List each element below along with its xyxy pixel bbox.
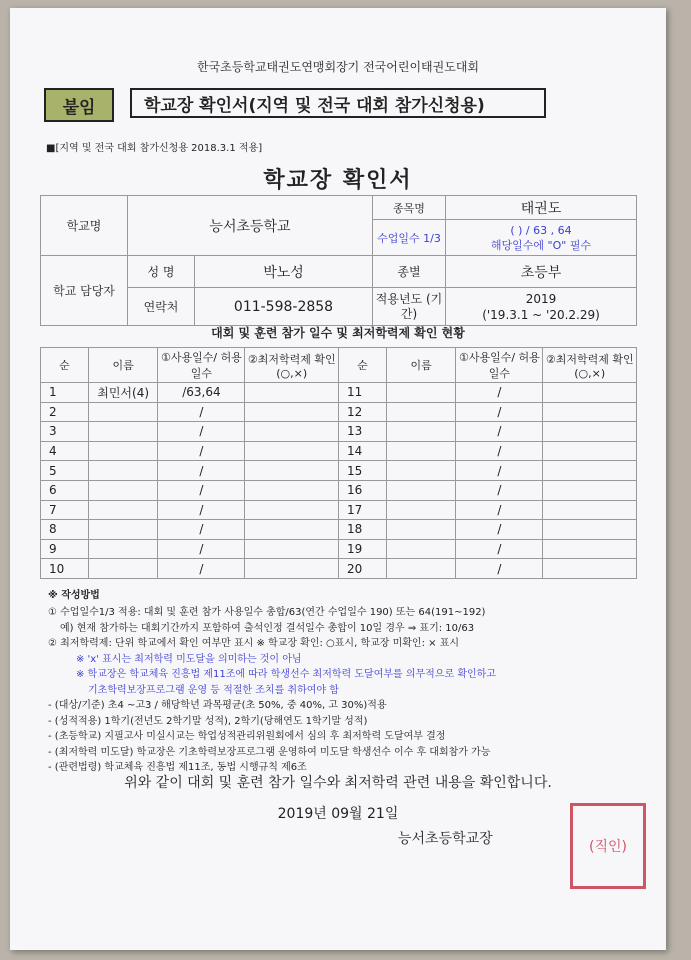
row-name bbox=[88, 441, 158, 461]
principal-name: 능서초등학교장 bbox=[398, 831, 493, 847]
note-line: ② 최저학력제: 단위 학교에서 확인 여부만 표시 ※ 학교장 확인: ○표시, 학교장 미확인: × 표시 bbox=[48, 638, 460, 649]
row-days: / bbox=[456, 559, 543, 579]
row-min-check bbox=[245, 441, 339, 461]
note-line: ※ 학교장은 학교체육 진흥법 제11조에 따라 학생선수 최저학력 도달여부를 의무적으로 확인하고 bbox=[76, 669, 496, 680]
summary-title: 대회 및 훈련 참가 일수 및 최저학력제 확인 현황 bbox=[211, 326, 465, 340]
row-days: / bbox=[158, 520, 245, 540]
table-row bbox=[41, 500, 637, 520]
row-number: 13 bbox=[338, 422, 386, 442]
method-title: ※ 작성방법 bbox=[48, 590, 100, 601]
row-days: / bbox=[158, 422, 245, 442]
row-name bbox=[88, 422, 158, 442]
table-row bbox=[41, 480, 637, 500]
period-range: ('19.3.1 ~ '20.2.29) bbox=[482, 307, 600, 322]
row-number: 14 bbox=[338, 441, 386, 461]
header-min: ②최저학력제 확인(○,×) bbox=[245, 348, 339, 383]
row-days: / bbox=[158, 441, 245, 461]
header-no-right: 순 bbox=[338, 348, 386, 383]
note-line: - (성적적용) 1학기(전년도 2학기말 성적), 2학기(당해연도 1학기말 성적) bbox=[48, 715, 368, 727]
attachment-badge: 붙임 bbox=[44, 88, 114, 122]
row-number: 1 bbox=[41, 383, 89, 403]
row-name bbox=[386, 559, 456, 579]
row-name bbox=[88, 461, 158, 481]
row-name: 최민서(4) bbox=[88, 383, 158, 403]
row-number: 15 bbox=[338, 461, 386, 481]
row-days: / bbox=[456, 383, 543, 403]
table-row bbox=[41, 559, 637, 579]
row-name bbox=[88, 539, 158, 559]
row-days: / bbox=[456, 520, 543, 540]
table-row bbox=[41, 422, 637, 442]
contact-value: 011-598-2858 bbox=[195, 288, 373, 326]
note-line: - (대상/기준) 초4 ~고3 / 해당학년 과목평균(초 50%, 중 40%, 고 30%)적용 bbox=[48, 700, 387, 711]
row-name bbox=[386, 441, 456, 461]
row-min-check bbox=[543, 520, 637, 540]
contact-label: 연락처 bbox=[128, 288, 195, 326]
table-row bbox=[41, 441, 637, 461]
row-number: 19 bbox=[338, 539, 386, 559]
school-seal: (직인) bbox=[570, 803, 646, 889]
row-number: 11 bbox=[338, 383, 386, 403]
row-min-check bbox=[245, 520, 339, 540]
row-days: / bbox=[456, 402, 543, 422]
note-line: 기초학력보장프로그램 운영 등 적절한 조치를 취하여야 함 bbox=[88, 684, 339, 696]
note-line: - (초등학교) 지필고사 미실시교는 학업성적관리위원회에서 심의 후 최저학력 도달여부 결정 bbox=[48, 731, 446, 742]
row-min-check bbox=[245, 383, 339, 403]
row-min-check bbox=[543, 461, 637, 481]
row-min-check bbox=[245, 480, 339, 500]
confirmation-date: 2019년 09월 21일 bbox=[277, 806, 399, 822]
row-name bbox=[386, 480, 456, 500]
table-row bbox=[41, 520, 637, 540]
row-min-check bbox=[543, 383, 637, 403]
row-name bbox=[88, 500, 158, 520]
event-value: 태권도 bbox=[446, 196, 637, 220]
days-label: 수업일수 1/3 bbox=[373, 220, 446, 256]
form-title-box: 학교장 확인서(지역 및 전국 대회 참가신청용) bbox=[130, 88, 546, 118]
row-days: /63,64 bbox=[158, 383, 245, 403]
row-min-check bbox=[245, 402, 339, 422]
applicability-note: ■[지역 및 전국 대회 참가신청용 2018.3.1 적용] bbox=[46, 143, 263, 154]
table-header-row bbox=[41, 348, 637, 383]
row-min-check bbox=[543, 480, 637, 500]
row-number: 6 bbox=[41, 480, 89, 500]
note-line: - (최저학력 미도달) 학교장은 기초학력보장프로그램 운영하여 미도달 학생선수 이수 후 대회참가 가능 bbox=[48, 746, 491, 758]
row-min-check bbox=[245, 461, 339, 481]
school-label: 학교명 bbox=[41, 196, 128, 256]
document-page bbox=[10, 8, 666, 950]
days-value: ( ) / 63 , 64 bbox=[510, 223, 572, 237]
table-row bbox=[41, 461, 637, 481]
name-value: 박노성 bbox=[195, 256, 373, 288]
row-min-check bbox=[543, 402, 637, 422]
row-name bbox=[386, 520, 456, 540]
row-days: / bbox=[158, 402, 245, 422]
note-line: ① 수업일수1/3 적용: 대회 및 훈련 참가 사용일수 총합/63(연간 수업일수 190) 또는 64(191~192) bbox=[48, 607, 486, 618]
row-number: 7 bbox=[41, 500, 89, 520]
division-value: 초등부 bbox=[446, 256, 637, 288]
note-line: - (관련법령) 학교체육 진흥법 제11조, 동법 시행규칙 제6조 bbox=[48, 762, 307, 773]
header-name-right: 이름 bbox=[386, 348, 456, 383]
row-number: 17 bbox=[338, 500, 386, 520]
row-days: / bbox=[456, 461, 543, 481]
row-days: / bbox=[456, 480, 543, 500]
row-days: / bbox=[158, 559, 245, 579]
note-line: 예) 현재 참가하는 대회기간까지 포함하여 출석인정 결석일수 총합이 10일 경우 ⇒ 표기: 10/63 bbox=[60, 622, 475, 634]
period-label: 적용년도 (기간) bbox=[373, 288, 446, 326]
period-year: 2019 bbox=[525, 291, 557, 306]
row-number: 12 bbox=[338, 402, 386, 422]
row-name bbox=[88, 402, 158, 422]
row-name bbox=[88, 480, 158, 500]
header-no: 순 bbox=[41, 348, 89, 383]
table-row bbox=[41, 383, 637, 403]
header-days: ①사용일수/ 허용일수 bbox=[158, 348, 245, 383]
row-days: / bbox=[158, 461, 245, 481]
row-number: 4 bbox=[41, 441, 89, 461]
row-min-check bbox=[245, 539, 339, 559]
manager-label: 학교 담당자 bbox=[41, 256, 128, 326]
days-note: 해당일수에 "O" 필수 bbox=[490, 238, 592, 252]
header-min-right: ②최저학력제 확인(○,×) bbox=[543, 348, 637, 383]
row-days: / bbox=[158, 480, 245, 500]
row-name bbox=[386, 461, 456, 481]
row-number: 16 bbox=[338, 480, 386, 500]
row-min-check bbox=[543, 539, 637, 559]
row-min-check bbox=[245, 422, 339, 442]
row-min-check bbox=[543, 422, 637, 442]
days-cell bbox=[446, 220, 637, 256]
row-min-check bbox=[245, 559, 339, 579]
row-name bbox=[386, 500, 456, 520]
row-number: 5 bbox=[41, 461, 89, 481]
row-min-check bbox=[543, 441, 637, 461]
row-days: / bbox=[456, 500, 543, 520]
row-days: / bbox=[158, 539, 245, 559]
row-days: / bbox=[456, 441, 543, 461]
table-row bbox=[41, 539, 637, 559]
school-name: 능서초등학교 bbox=[128, 196, 373, 256]
row-number: 9 bbox=[41, 539, 89, 559]
row-number: 8 bbox=[41, 520, 89, 540]
row-number: 3 bbox=[41, 422, 89, 442]
header-days-right: ①사용일수/ 허용일수 bbox=[456, 348, 543, 383]
row-number: 18 bbox=[338, 520, 386, 540]
row-days: / bbox=[456, 539, 543, 559]
row-name bbox=[386, 422, 456, 442]
row-days: / bbox=[158, 500, 245, 520]
row-number: 20 bbox=[338, 559, 386, 579]
header-name: 이름 bbox=[88, 348, 158, 383]
name-label: 성 명 bbox=[128, 256, 195, 288]
table-row bbox=[41, 402, 637, 422]
row-name bbox=[88, 559, 158, 579]
confirmation-text: 위와 같이 대회 및 훈련 참가 일수와 최저학력 관련 내용을 확인합니다. bbox=[124, 775, 552, 791]
note-line: ※ 'x' 표시는 최저학력 미도달을 의미하는 것이 아님 bbox=[76, 653, 302, 665]
period-cell bbox=[446, 288, 637, 326]
row-name bbox=[386, 402, 456, 422]
document-title: 학교장 확인서 bbox=[263, 168, 413, 193]
row-min-check bbox=[543, 500, 637, 520]
row-name bbox=[88, 520, 158, 540]
info-table bbox=[40, 195, 637, 326]
row-number: 10 bbox=[41, 559, 89, 579]
row-min-check bbox=[245, 500, 339, 520]
competition-header: 한국초등학교태권도연맹회장기 전국어린이태권도대회 bbox=[196, 60, 480, 74]
row-name bbox=[386, 383, 456, 403]
row-name bbox=[386, 539, 456, 559]
row-days: / bbox=[456, 422, 543, 442]
row-number: 2 bbox=[41, 402, 89, 422]
participants-table bbox=[40, 347, 637, 579]
row-min-check bbox=[543, 559, 637, 579]
event-label: 종목명 bbox=[373, 196, 446, 220]
division-label: 종별 bbox=[373, 256, 446, 288]
